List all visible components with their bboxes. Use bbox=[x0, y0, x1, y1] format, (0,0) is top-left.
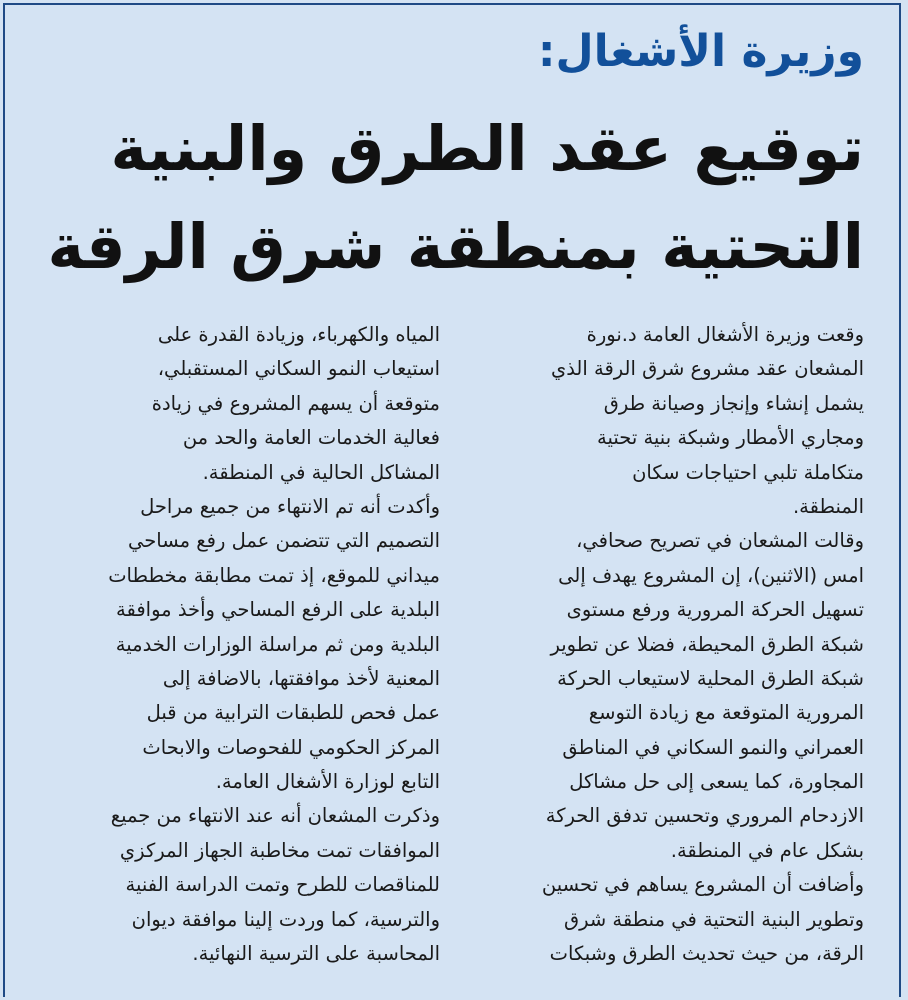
article-line: المجاورة، كما يسعى إلى حل مشاكل bbox=[569, 770, 864, 794]
article-line: المعنية لأخذ موافقتها، بالاضافة إلى bbox=[162, 666, 440, 690]
article-line: الازدحام المروري وتحسين تدفق الحركة bbox=[545, 804, 864, 828]
article-line: المشاكل الحالية في المنطقة. bbox=[202, 460, 440, 484]
article-column-right bbox=[456, 318, 864, 971]
article-line: عمل فحص للطبقات الترابية من قبل bbox=[146, 701, 440, 725]
article-line: التصميم التي تتضمن عمل رفع مساحي bbox=[128, 529, 440, 553]
article-kicker: وزيرة الأشغال: bbox=[537, 26, 864, 77]
article-line: متكاملة تلبي احتياجات سكان bbox=[632, 460, 864, 484]
article-column-left bbox=[32, 318, 440, 971]
article-line: تسهيل الحركة المرورية ورفع مستوى bbox=[566, 598, 864, 622]
article-line: بشكل عام في المنطقة. bbox=[670, 838, 864, 862]
article-line: ميداني للموقع، إذ تمت مطابقة مخططات bbox=[108, 563, 440, 587]
article-line: والترسية، كما وردت إلينا موافقة ديوان bbox=[131, 907, 440, 931]
headline-line: توقيع عقد الطرق والبنية bbox=[110, 112, 864, 185]
article-headline bbox=[34, 100, 864, 296]
article-line: وقالت المشعان في تصريح صحافي، bbox=[576, 529, 864, 553]
article-line: استيعاب النمو السكاني المستقبلي، bbox=[157, 357, 440, 381]
article-line: الرقة، من حيث تحديث الطرق وشبكات bbox=[549, 942, 864, 966]
article-line: المركز الحكومي للفحوصات والابحاث bbox=[142, 735, 440, 759]
article-line: امس (الاثنين)، إن المشروع يهدف إلى bbox=[558, 563, 864, 587]
article-line: الموافقات تمت مخاطبة الجهاز المركزي bbox=[119, 838, 440, 862]
article-line: وأضافت أن المشروع يساهم في تحسين bbox=[541, 873, 864, 897]
article-line: التابع لوزارة الأشغال العامة. bbox=[215, 770, 440, 794]
article-line: المحاسبة على الترسية النهائية. bbox=[192, 942, 440, 966]
article-line: فعالية الخدمات العامة والحد من bbox=[182, 426, 440, 450]
article-line: المياه والكهرباء، وزيادة القدرة على bbox=[157, 323, 440, 346]
article-line: العمراني والنمو السكاني في المناطق bbox=[562, 735, 864, 759]
article-line: للمناقصات للطرح وتمت الدراسة الفنية bbox=[125, 873, 440, 897]
article-line: وأكدت أنه تم الانتهاء من جميع مراحل bbox=[140, 494, 440, 518]
article-line: وتطوير البنية التحتية في منطقة شرق bbox=[563, 907, 864, 931]
article-line: وقعت وزيرة الأشغال العامة د.نورة bbox=[586, 323, 864, 346]
article-line: البلدية ومن ثم مراسلة الوزارات الخدمية bbox=[115, 632, 440, 656]
article-line: البلدية على الرفع المساحي وأخذ موافقة bbox=[116, 598, 440, 622]
article-line: شبكة الطرق المحلية لاستيعاب الحركة bbox=[557, 666, 864, 690]
article-line: متوقعة أن يسهم المشروع في زيادة bbox=[151, 391, 440, 415]
headline-line: التحتية بمنطقة شرق الرقة bbox=[47, 210, 864, 283]
article-line: المشعان عقد مشروع شرق الرقة الذي bbox=[550, 357, 864, 381]
article-line: المرورية المتوقعة مع زيادة التوسع bbox=[588, 701, 864, 725]
article-line: ومجاري الأمطار وشبكة بنية تحتية bbox=[597, 426, 864, 450]
article-line: يشمل إنشاء وإنجاز وصيانة طرق bbox=[603, 391, 864, 415]
article-line: شبكة الطرق المحيطة، فضلا عن تطوير bbox=[550, 632, 864, 656]
article-line: المنطقة. bbox=[792, 494, 864, 518]
article-line: وذكرت المشعان أنه عند الانتهاء من جميع bbox=[110, 804, 440, 828]
